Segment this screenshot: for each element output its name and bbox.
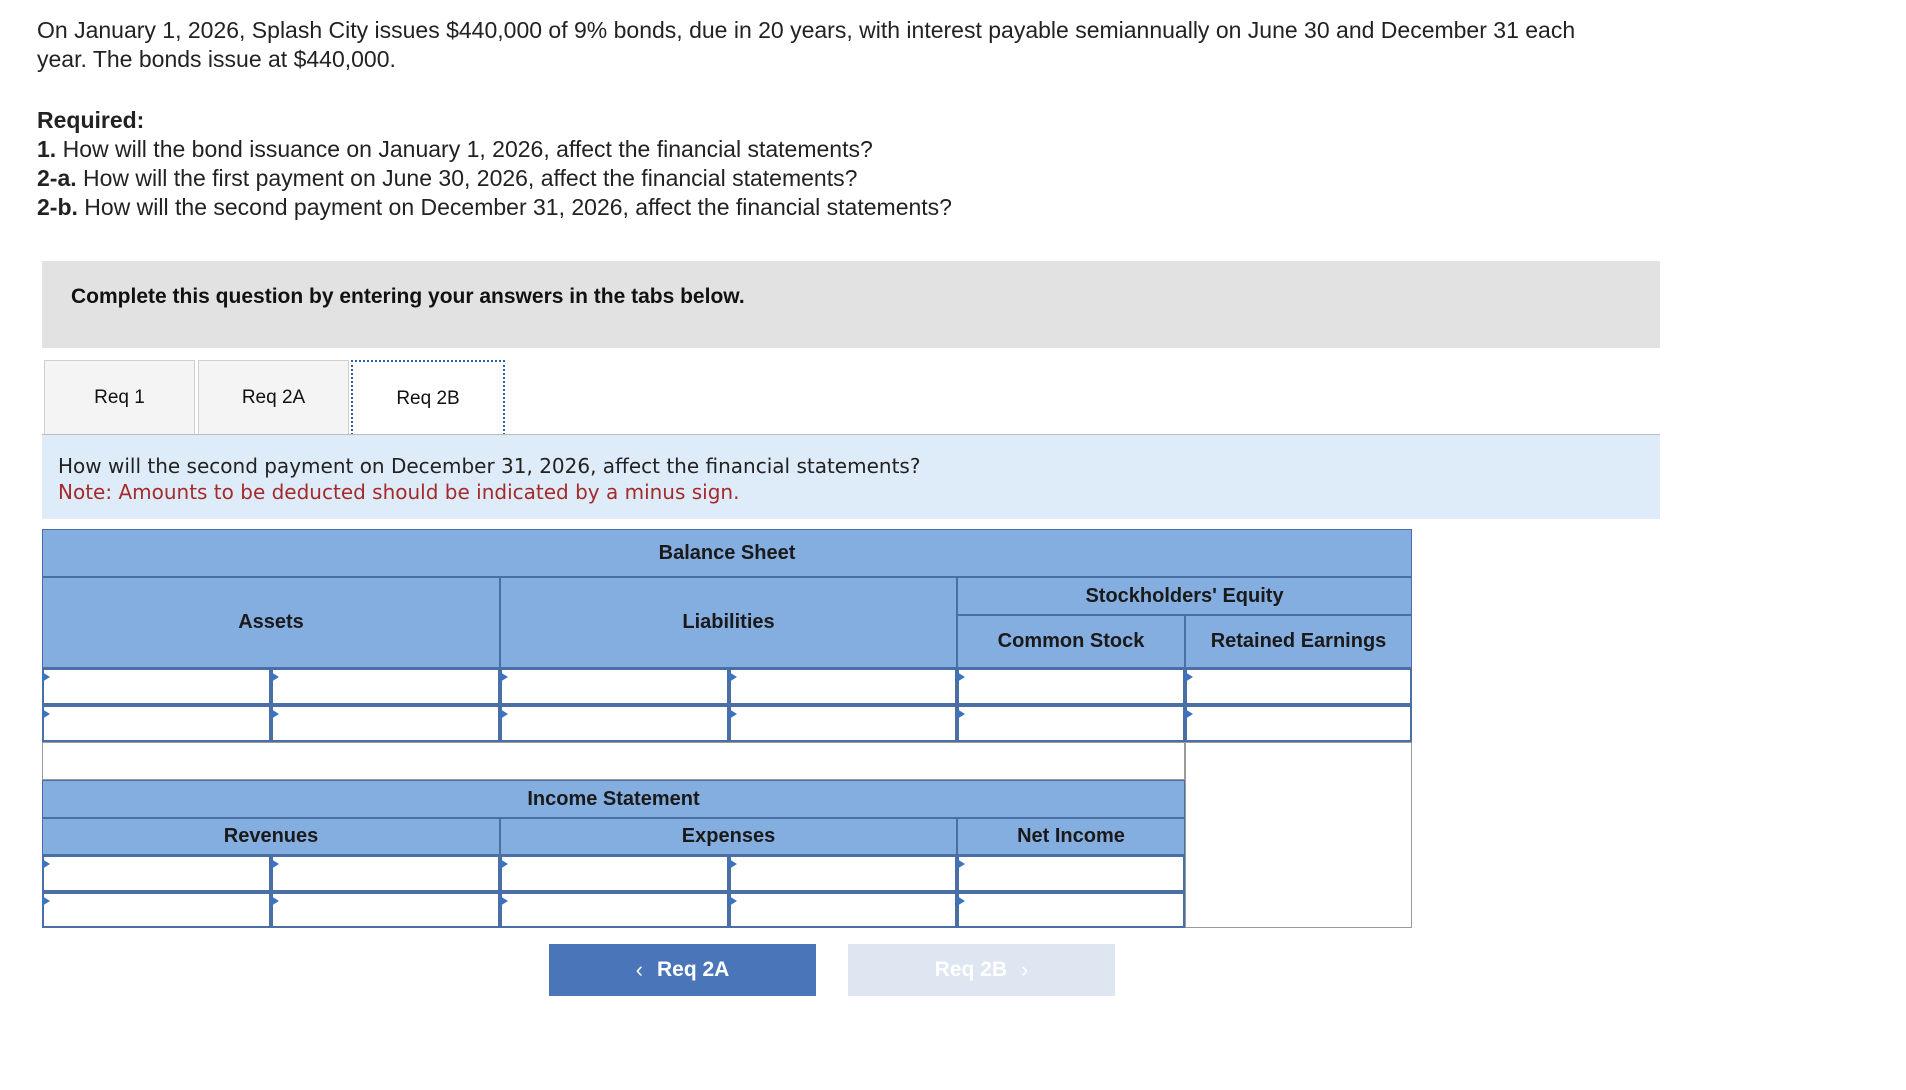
revenues-amount-1-input[interactable] bbox=[273, 857, 498, 890]
retained-earnings-2-input[interactable] bbox=[1187, 707, 1410, 740]
retained-earnings-2[interactable] bbox=[1185, 705, 1412, 742]
expenses-amount-1-input[interactable] bbox=[731, 857, 955, 890]
revenues-amount-2-input[interactable] bbox=[273, 894, 498, 926]
revenues-header: Revenues bbox=[42, 818, 500, 855]
retained-earnings-header: Retained Earnings bbox=[1185, 615, 1412, 668]
revenues-amount-2[interactable] bbox=[271, 892, 500, 928]
expenses-account-1[interactable] bbox=[500, 855, 729, 892]
prev-button-label: Req 2A bbox=[656, 958, 730, 981]
balance-sheet-header: Balance Sheet bbox=[42, 529, 1412, 577]
question-prompt bbox=[42, 435, 1660, 519]
net-income-1[interactable] bbox=[957, 855, 1185, 892]
liabilities-account-2[interactable] bbox=[500, 705, 729, 742]
common-stock-header: Common Stock bbox=[957, 615, 1185, 668]
assets-account-2[interactable] bbox=[42, 705, 271, 742]
required-item-1: 1. How will the bond issuance on January 1, 2026, affect the financial statements? bbox=[37, 136, 873, 162]
net-income-2-input[interactable] bbox=[959, 894, 1183, 926]
liabilities-account-1[interactable] bbox=[500, 668, 729, 705]
common-stock-2[interactable] bbox=[957, 705, 1185, 742]
liabilities-account-1-input[interactable] bbox=[502, 670, 727, 703]
expenses-account-2-input[interactable] bbox=[502, 894, 727, 926]
expenses-amount-2[interactable] bbox=[729, 892, 957, 928]
income-statement-header: Income Statement bbox=[42, 780, 1185, 818]
revenues-account-1[interactable] bbox=[42, 855, 271, 892]
net-income-1-input[interactable] bbox=[959, 857, 1183, 890]
prompt-note: Note: Amounts to be deducted should be indicated by a minus sign. bbox=[58, 480, 740, 504]
liabilities-header: Liabilities bbox=[500, 577, 957, 668]
revenues-amount-1[interactable] bbox=[271, 855, 500, 892]
net-income-header: Net Income bbox=[957, 818, 1185, 855]
assets-amount-2-input[interactable] bbox=[273, 707, 498, 740]
common-stock-1-input[interactable] bbox=[959, 670, 1183, 703]
liabilities-amount-2-input[interactable] bbox=[731, 707, 955, 740]
tab-req-1[interactable]: Req 1 bbox=[44, 360, 195, 435]
revenues-account-2-input[interactable] bbox=[44, 894, 269, 926]
liabilities-amount-1[interactable] bbox=[729, 668, 957, 705]
assets-amount-1-input[interactable] bbox=[273, 670, 498, 703]
required-heading: Required: bbox=[37, 107, 145, 133]
expenses-amount-2-input[interactable] bbox=[731, 894, 955, 926]
revenues-account-2[interactable] bbox=[42, 892, 271, 928]
problem-statement bbox=[37, 16, 1597, 74]
assets-account-2-input[interactable] bbox=[44, 707, 269, 740]
problem-text: On January 1, 2026, Splash City issues $440,000 of 9% bonds, due in 20 years, with interest payable semiannually on June 30 and December 31 each year. The bonds issue at $440,000. bbox=[37, 17, 1576, 72]
retained-earnings-1[interactable] bbox=[1185, 668, 1412, 705]
next-req-2b-button bbox=[848, 944, 1115, 996]
stockholders-equity-header: Stockholders' Equity bbox=[957, 577, 1412, 615]
assets-header: Assets bbox=[42, 577, 500, 668]
net-income-2[interactable] bbox=[957, 892, 1185, 928]
expenses-account-2[interactable] bbox=[500, 892, 729, 928]
prompt-question: How will the second payment on December 31, 2026, affect the financial statements? bbox=[58, 454, 921, 478]
tab-req-2b[interactable]: Req 2B bbox=[351, 360, 505, 435]
required-item-2a: 2-a. How will the first payment on June 30, 2026, affect the financial statements? bbox=[37, 165, 858, 191]
expenses-header: Expenses bbox=[500, 818, 957, 855]
effects-table bbox=[42, 529, 1412, 928]
liabilities-account-2-input[interactable] bbox=[502, 707, 727, 740]
prev-req-2a-button[interactable] bbox=[549, 944, 816, 996]
table-empty-area bbox=[1185, 742, 1412, 928]
expenses-account-1-input[interactable] bbox=[502, 857, 727, 890]
retained-earnings-1-input[interactable] bbox=[1187, 670, 1410, 703]
tab-req-2a[interactable]: Req 2A bbox=[198, 360, 349, 435]
chevron-left-icon: ‹ bbox=[635, 957, 643, 982]
instruction-banner: Complete this question by entering your answers in the tabs below. bbox=[42, 261, 1660, 348]
assets-amount-1[interactable] bbox=[271, 668, 500, 705]
table-spacer bbox=[42, 742, 1185, 780]
revenues-account-1-input[interactable] bbox=[44, 857, 269, 890]
expenses-amount-1[interactable] bbox=[729, 855, 957, 892]
liabilities-amount-2[interactable] bbox=[729, 705, 957, 742]
required-item-2b: 2-b. How will the second payment on December 31, 2026, affect the financial statements? bbox=[37, 194, 952, 220]
next-button-label: Req 2B bbox=[934, 958, 1008, 981]
common-stock-1[interactable] bbox=[957, 668, 1185, 705]
required-section bbox=[37, 106, 952, 222]
assets-account-1-input[interactable] bbox=[44, 670, 269, 703]
chevron-right-icon: › bbox=[1021, 957, 1029, 982]
assets-amount-2[interactable] bbox=[271, 705, 500, 742]
common-stock-2-input[interactable] bbox=[959, 707, 1183, 740]
assets-account-1[interactable] bbox=[42, 668, 271, 705]
liabilities-amount-1-input[interactable] bbox=[731, 670, 955, 703]
